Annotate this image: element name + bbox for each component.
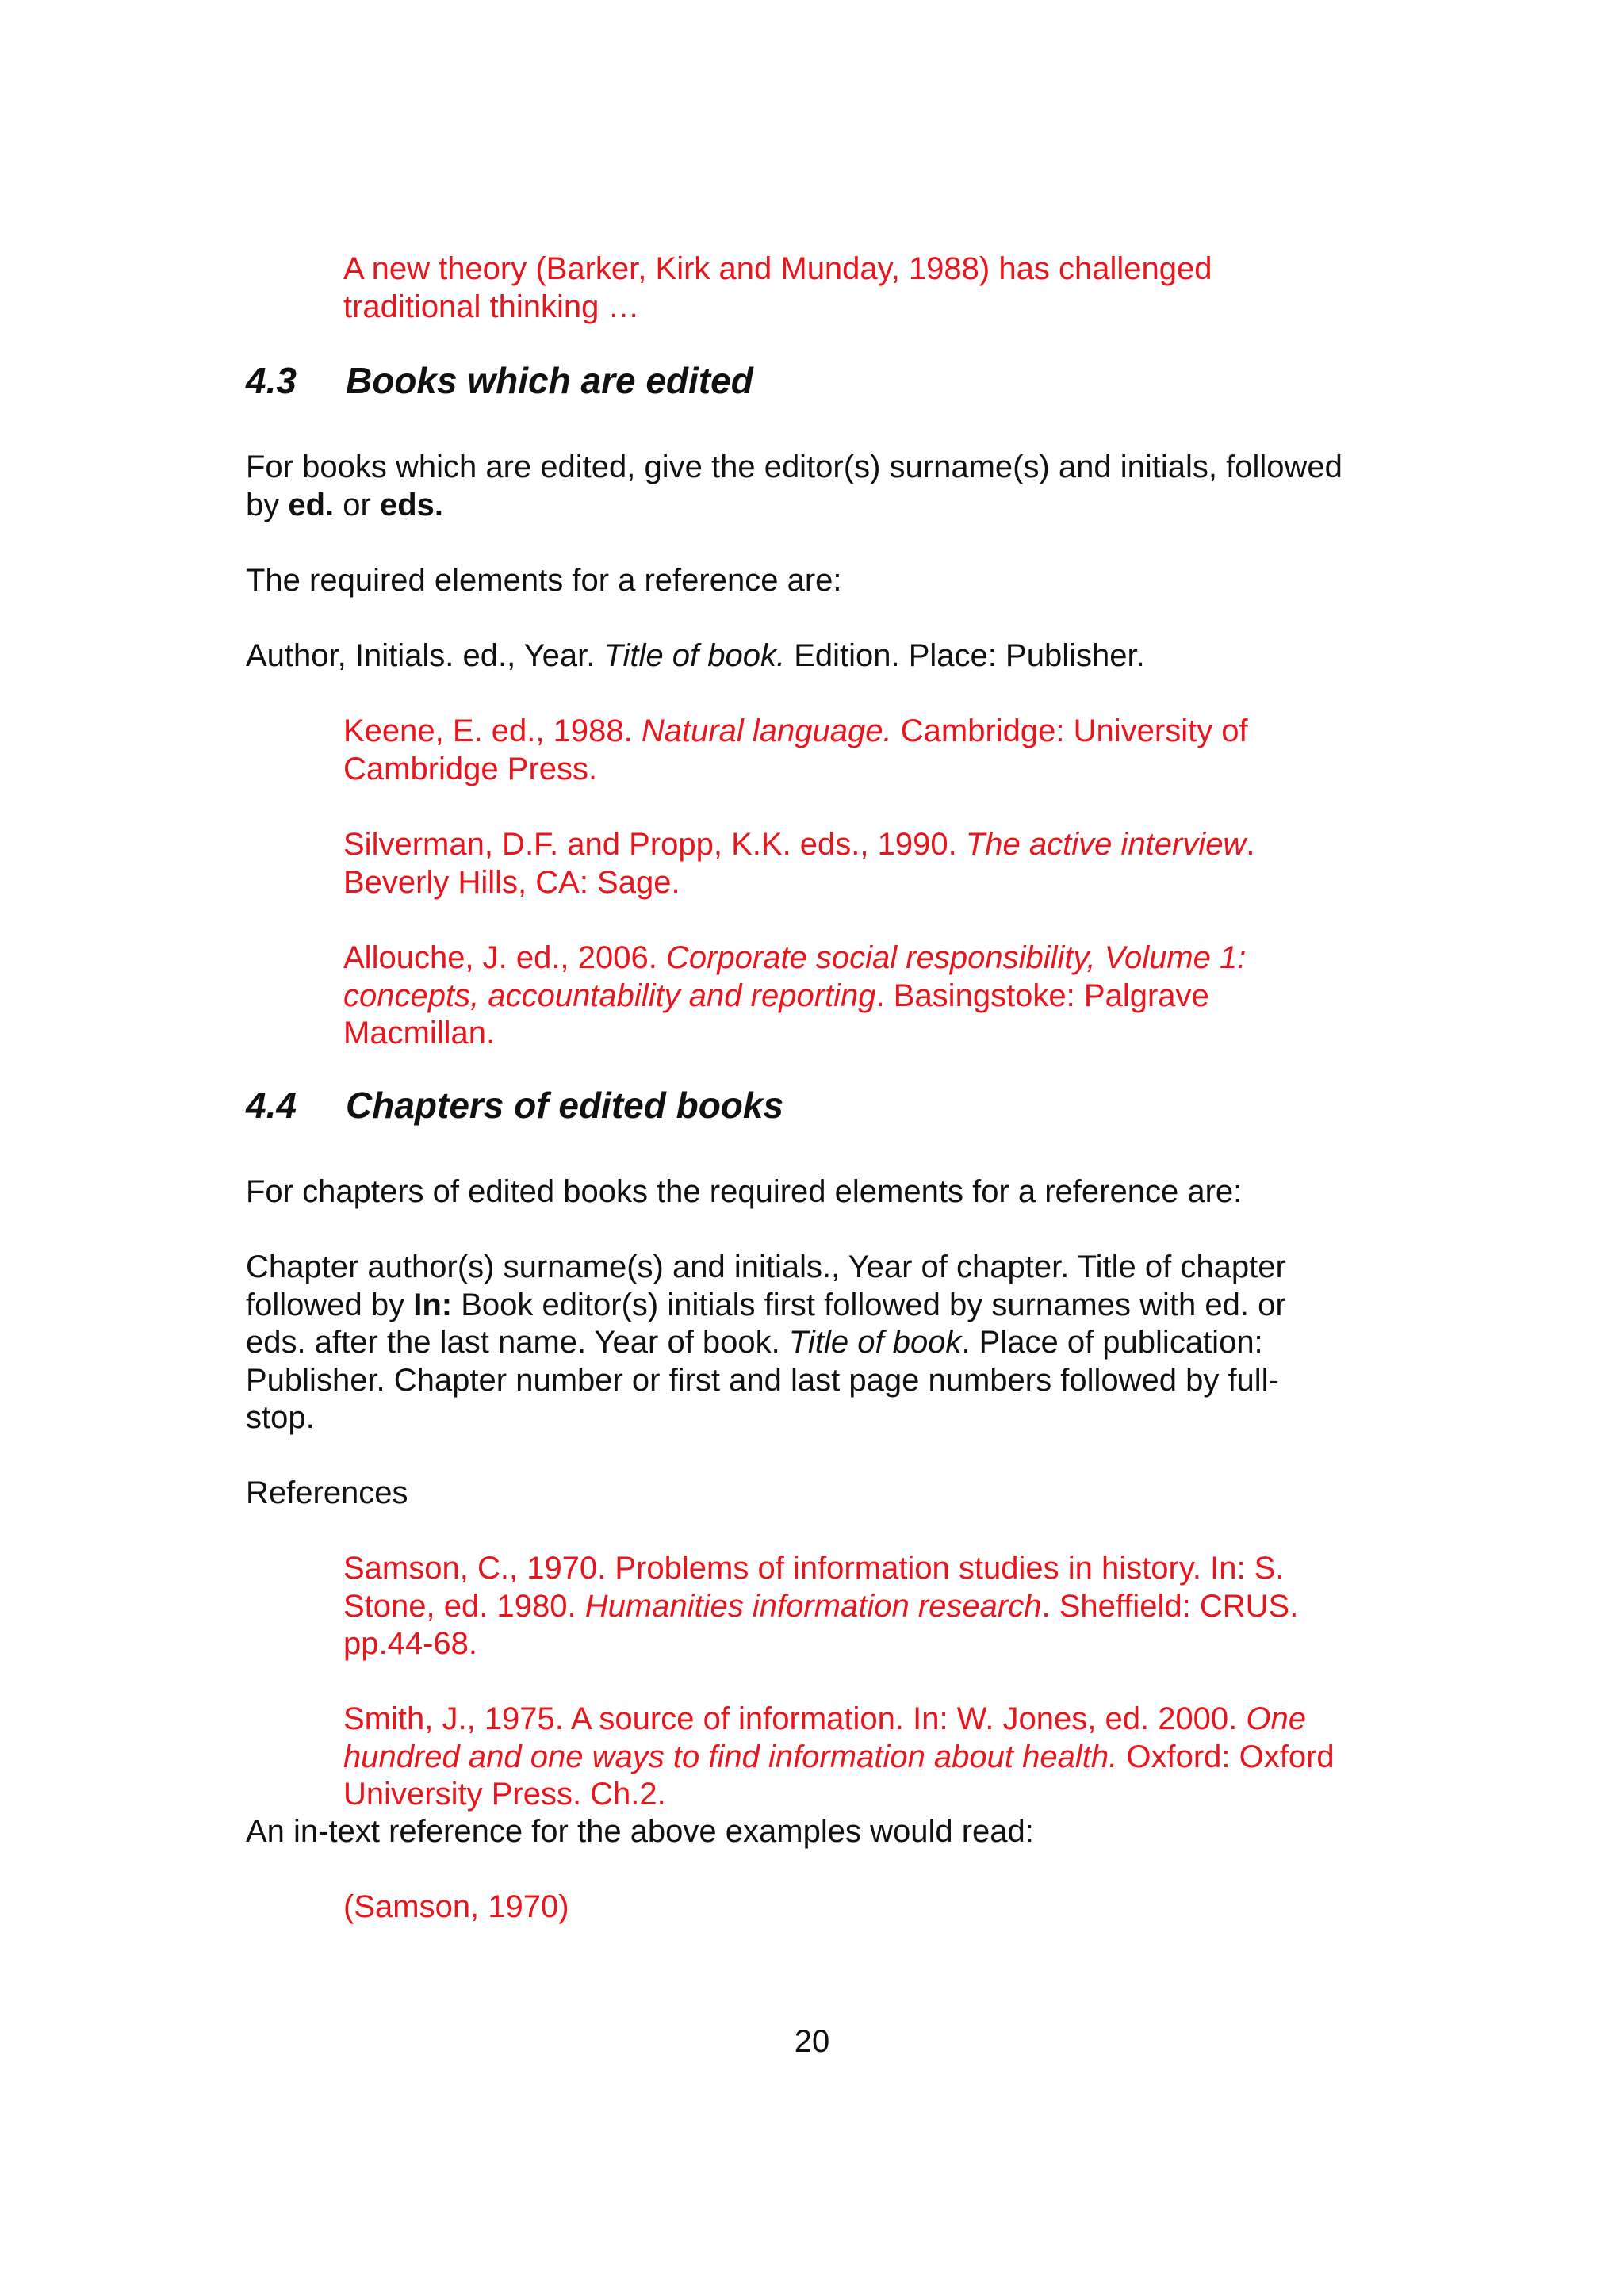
example-line: [343, 1739, 1406, 1777]
paragraph-line: [246, 487, 1404, 525]
italic-title: One: [1246, 1701, 1307, 1736]
paragraph-line: [246, 1324, 1404, 1362]
section-4-4-paragraph-1: [246, 1173, 1404, 1211]
italic-title: concepts, accountability and reporting: [343, 978, 876, 1013]
text-run: Oxford: Oxford: [1117, 1739, 1335, 1774]
text-run: Edition. Place: Publisher.: [785, 638, 1145, 673]
ed-abbreviation: ed.: [288, 487, 335, 522]
italic-title: Humanities information research: [584, 1588, 1042, 1624]
in-text-example: [343, 1888, 1406, 1927]
section-4-3-title: Books which are edited: [346, 360, 753, 401]
section-4-3-paragraph-2: [246, 562, 1404, 600]
section-4-3-heading: [246, 359, 753, 402]
intro-example-line-2: traditional thinking …: [343, 289, 640, 324]
italic-title: Title of book: [788, 1325, 962, 1360]
section-4-3-example-2: [343, 826, 1406, 901]
example-line: [343, 978, 1406, 1016]
paragraph-line: For chapters of edited books the required elements for a reference are:: [246, 1174, 1243, 1209]
page-number: [0, 2023, 1624, 2061]
italic-title: The active interview: [965, 827, 1247, 862]
intro-example-line-1: A new theory (Barker, Kirk and Munday, 1988) has challenged: [343, 251, 1212, 286]
example-line: [343, 1701, 1406, 1739]
eds-abbreviation: eds.: [379, 487, 443, 522]
text-run: Author, Initials. ed., Year.: [246, 638, 604, 673]
example-line: pp.44-68.: [343, 1626, 478, 1661]
paragraph-line: stop.: [246, 1400, 315, 1435]
text-run: Stone, ed. 1980.: [343, 1588, 585, 1624]
section-4-3-example-3: [343, 939, 1406, 1053]
text-run: Silverman, D.F. and Propp, K.K. eds., 1990.: [343, 827, 966, 862]
text-run: Allouche, J. ed., 2006.: [343, 940, 666, 975]
intro-example: [343, 251, 1406, 326]
text-run: Keene, E. ed., 1988.: [343, 714, 642, 748]
italic-title: hundred and one ways to find information about health.: [343, 1739, 1118, 1774]
example-line: Samson, C., 1970. Problems of information studies in history. In: S.: [343, 1551, 1285, 1586]
in-keyword: In:: [413, 1287, 453, 1322]
section-4-4-format: [246, 1249, 1404, 1437]
example-line: Cambridge Press.: [343, 751, 598, 786]
text-run: eds. after the last name. Year of book.: [246, 1325, 789, 1360]
section-4-4-heading: [246, 1084, 783, 1127]
text-run: followed by: [246, 1287, 414, 1322]
text-run: . Place of publication:: [961, 1325, 1263, 1360]
example-line: (Samson, 1970): [343, 1889, 569, 1924]
example-line: [343, 939, 1406, 978]
paragraph-line: An in-text reference for the above examples would read:: [246, 1814, 1034, 1849]
section-4-4-number: 4.4: [246, 1085, 297, 1126]
text-run: . Sheffield: CRUS.: [1041, 1588, 1299, 1624]
section-4-3-example-1: [343, 713, 1406, 788]
section-4-3-number: 4.3: [246, 360, 297, 401]
text-run: .: [1246, 827, 1255, 862]
section-4-4-example-2: [343, 1701, 1406, 1814]
in-text-intro: [246, 1813, 1404, 1851]
paragraph-line: Chapter author(s) surname(s) and initials., Year of chapter. Title of chapter: [246, 1249, 1286, 1284]
text-run: . Basingstoke: Palgrave: [875, 978, 1209, 1013]
example-line: University Press. Ch.2.: [343, 1777, 666, 1812]
italic-title: Title of book.: [603, 638, 786, 673]
text-run: Cambridge: University of: [891, 714, 1248, 748]
format-line: [246, 637, 1404, 675]
example-line: Macmillan.: [343, 1016, 496, 1050]
example-line: [343, 713, 1406, 751]
text-run: or: [334, 487, 380, 522]
paragraph-line: [246, 1287, 1404, 1325]
italic-title: Corporate social responsibility, Volume 1:: [665, 940, 1247, 975]
section-4-3-format: [246, 637, 1404, 675]
example-line: Beverly Hills, CA: Sage.: [343, 864, 680, 900]
section-4-4-example-1: [343, 1550, 1406, 1663]
references-label: [246, 1475, 1404, 1513]
example-line: [343, 1588, 1406, 1626]
text-run: Smith, J., 1975. A source of information. In: W. Jones, ed. 2000.: [343, 1701, 1247, 1736]
italic-title: Natural language.: [641, 714, 892, 748]
paragraph-line: The required elements for a reference are:: [246, 563, 842, 598]
paragraph-line: Publisher. Chapter number or first and last page numbers followed by full-: [246, 1362, 1279, 1398]
paragraph-line: References: [246, 1475, 408, 1510]
page-number-text: 20: [794, 2024, 830, 2059]
section-4-3-paragraph-1: [246, 449, 1404, 524]
paragraph-line: For books which are edited, give the editor(s) surname(s) and initials, followed: [246, 450, 1342, 484]
text-run: Book editor(s) initials first followed by surnames with ed. or: [452, 1287, 1286, 1322]
example-line: [343, 826, 1406, 864]
section-4-4-title: Chapters of edited books: [346, 1085, 784, 1126]
text-run: by: [246, 487, 289, 522]
